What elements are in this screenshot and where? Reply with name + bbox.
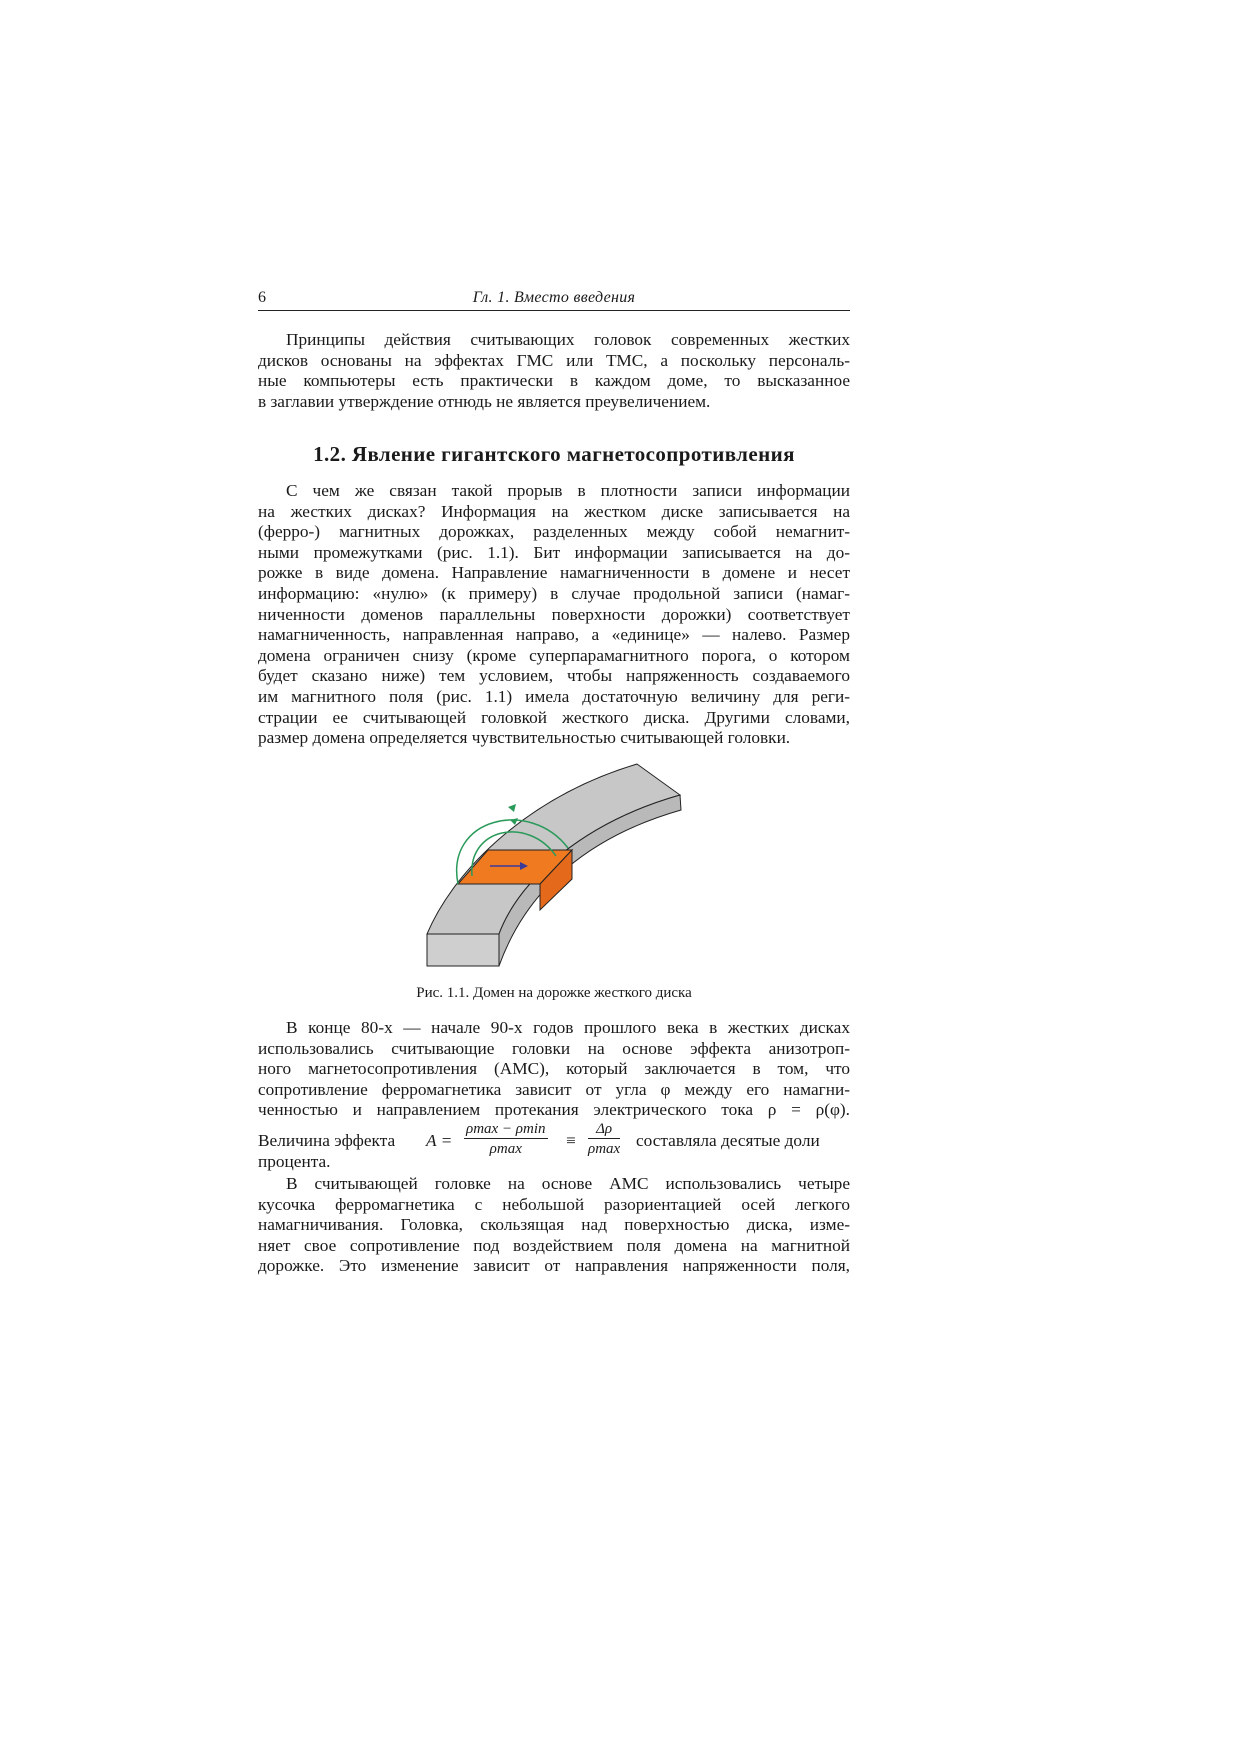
running-title: Гл. 1. Вместо введения (472, 289, 636, 306)
running-header (258, 288, 850, 311)
text-line: ченностью и направлением протекания электрического тока ρ = ρ(φ). (258, 1100, 850, 1120)
field-line-arrowhead (510, 818, 518, 825)
text-line: В конце 80-х — начале 90-х годов прошлого века в жестких дисках (286, 1018, 850, 1037)
text-line: ниченности доменов параллельны поверхности дорожки) соответствует (258, 604, 850, 624)
text-line: ные компьютеры есть практически в каждом доме, то высказанное (258, 371, 850, 391)
text-line: ного магнетосопротивления (АМС), который заключается в том, что (258, 1059, 850, 1079)
text-line: дорожке. Это изменение зависит от направления напряженности поля, (258, 1256, 850, 1276)
text-line: домена ограничен снизу (кроме суперпарамагнитного порога, о котором (258, 645, 850, 665)
paragraph-amr (258, 1018, 850, 1121)
text-line: С чем же связан такой прорыв в плотности записи информации (286, 481, 850, 500)
text-line: информацию: «нулю» (к примеру) в случае продольной записи (намаг- (258, 583, 850, 603)
formula-tail: составляла десятые доли (636, 1131, 820, 1150)
text-line: им магнитного поля (рис. 1.1) имела достаточную величину для реги- (258, 686, 850, 706)
paragraph-amr-end (258, 1152, 850, 1173)
track-domain-figure (410, 758, 710, 973)
field-line-arrowhead (508, 804, 516, 812)
text-line: сопротивление ферромагнетика зависит от угла φ между его намагни- (258, 1079, 850, 1099)
formula-equiv: ≡ (566, 1131, 576, 1150)
text-line: намагничивания. Головка, скользящая над поверхностью диска, изме- (258, 1215, 850, 1235)
page-number: 6 (258, 289, 266, 306)
paragraph-domains (258, 481, 850, 749)
section-heading: 1.2. Явление гигантского магнетосопротивления (313, 442, 795, 466)
text-line: Принципы действия считывающих головок современных жестких (286, 330, 850, 349)
paragraph-intro (258, 330, 850, 412)
text-line: будет сказано ниже) тем условием, чтобы напряженность создаваемого (258, 666, 850, 686)
text-line: страции ее считывающей головкой жесткого диска. Другими словами, (258, 707, 850, 727)
text-line: (ферро-) магнитных дорожках, разделенных между собой немагнит- (258, 522, 850, 542)
text-line: кусочка ферромагнетика с небольшой разориентацией осей легкого (258, 1194, 850, 1214)
text-line: рожке в виде домена. Направление намагниченности в домене и несет (258, 563, 850, 583)
formula-fraction-2-denominator: ρmax (588, 1141, 621, 1157)
formula-fraction-1-denominator: ρmax (489, 1141, 522, 1157)
track-top-surface (427, 764, 680, 934)
text-line: использовались считывающие головки на основе эффекта анизотроп- (258, 1038, 850, 1058)
figure-caption: Рис. 1.1. Домен на дорожке жесткого диска (416, 985, 692, 1001)
text-line: размер домена определяется чувствительностью считывающей головки. (258, 728, 791, 748)
formula-fraction-1-numerator: ρmax − ρmin (466, 1121, 546, 1137)
formula-lead: Величина эффекта (258, 1131, 396, 1150)
text-line: процента. (258, 1152, 331, 1171)
paragraph-head-operation (258, 1174, 850, 1277)
track-end-face (427, 934, 499, 966)
text-line: намагниченность, направленная направо, а «единице» — налево. Размер (258, 625, 850, 645)
text-line: В считывающей головке на основе АМС использовались четыре (286, 1174, 850, 1193)
text-line: ными промежутками (рис. 1.1). Бит информации записывается на до- (258, 542, 850, 562)
text-line: няет свое сопротивление под воздействием поля домена на магнитной (258, 1235, 850, 1255)
formula-fraction-2-numerator: Δρ (588, 1120, 620, 1139)
text-line: дисков основаны на эффектах ГМС или ТМС, а поскольку персональ- (258, 350, 850, 370)
text-line: в заглавии утверждение отнюдь не является преувеличением. (258, 391, 711, 411)
text-line: на жестких дисках? Информация на жестком диске записывается на (258, 501, 850, 521)
formula-lhs: A = (426, 1131, 453, 1150)
